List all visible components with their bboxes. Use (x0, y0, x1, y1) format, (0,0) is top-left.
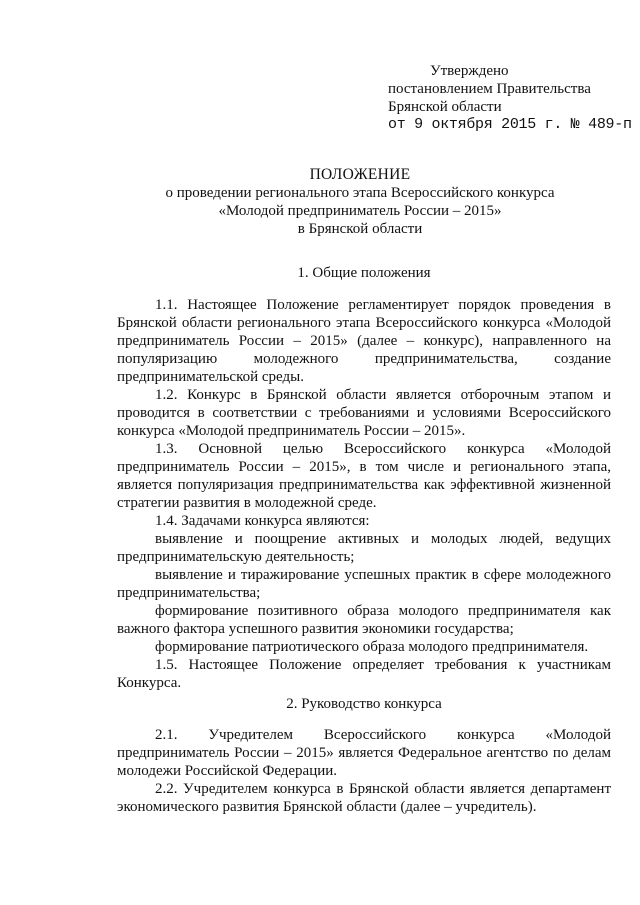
title-heading: ПОЛОЖЕНИЕ (309, 166, 411, 183)
approval-date-number: от 9 октября 2015 г. № 489-п (388, 116, 632, 133)
approval-block (388, 62, 632, 134)
title-line-2: о проведении регионального этапа Всероссийского конкурса (165, 185, 555, 201)
title-line-4: в Брянской области (297, 221, 423, 237)
task-item: формирование патриотического образа молодого предпринимателя. (155, 639, 589, 655)
paragraph-2-2: 2.2. Учредителем конкурса в Брянской области является департамент экономического развития Брянской области (далее – учредитель). (117, 781, 611, 815)
paragraph-1-2: 1.2. Конкурс в Брянской области является отборочным этапом и проводится в соответствии с требованиями и условиями Всероссийского конкурса «Молодой предприниматель России – 2015». (117, 387, 611, 439)
title-line-3: «Молодой предприниматель России – 2015» (218, 203, 502, 219)
document-title (150, 166, 570, 238)
section-2-heading: 2. Руководство конкурса (286, 696, 442, 712)
paragraph-1-1: 1.1. Настоящее Положение регламентирует порядок проведения в Брянской области регионального этапа Всероссийского конкурса «Молодой предприниматель России – 2015» (далее – конкурс), направленного на популяризацию молодежного предпринимательства, создание предпринимательской среды. (117, 297, 611, 385)
approval-region: Брянской области (388, 99, 502, 115)
section-1-body (117, 296, 611, 692)
task-item: выявление и поощрение активных и молодых людей, ведущих предпринимательскую деятельность; (117, 531, 611, 565)
approval-label: Утверждено (430, 63, 509, 79)
section-2-body (117, 726, 611, 816)
paragraph-1-3: 1.3. Основной целью Всероссийского конкурса «Молодой предприниматель России – 2015», в том числе и регионального этапа, является популяризация предпринимательства как эффективной жизненной стратегии развития в молодежной среде. (117, 441, 611, 511)
task-item: формирование позитивного образа молодого предпринимателя как важного фактора успешного развития экономики государства; (117, 603, 611, 637)
task-item: выявление и тиражирование успешных практик в сфере молодежного предпринимательства; (117, 567, 611, 601)
section-1-heading: 1. Общие положения (297, 265, 431, 281)
paragraph-1-5: 1.5. Настоящее Положение определяет требования к участникам Конкурса. (117, 657, 611, 691)
paragraph-1-4: 1.4. Задачами конкурса являются: (155, 513, 370, 529)
paragraph-2-1: 2.1. Учредителем Всероссийского конкурса «Молодой предприниматель России – 2015» является Федеральное агентство по делам молодежи Российской Федерации. (117, 727, 611, 779)
approval-by: постановлением Правительства (388, 81, 591, 97)
